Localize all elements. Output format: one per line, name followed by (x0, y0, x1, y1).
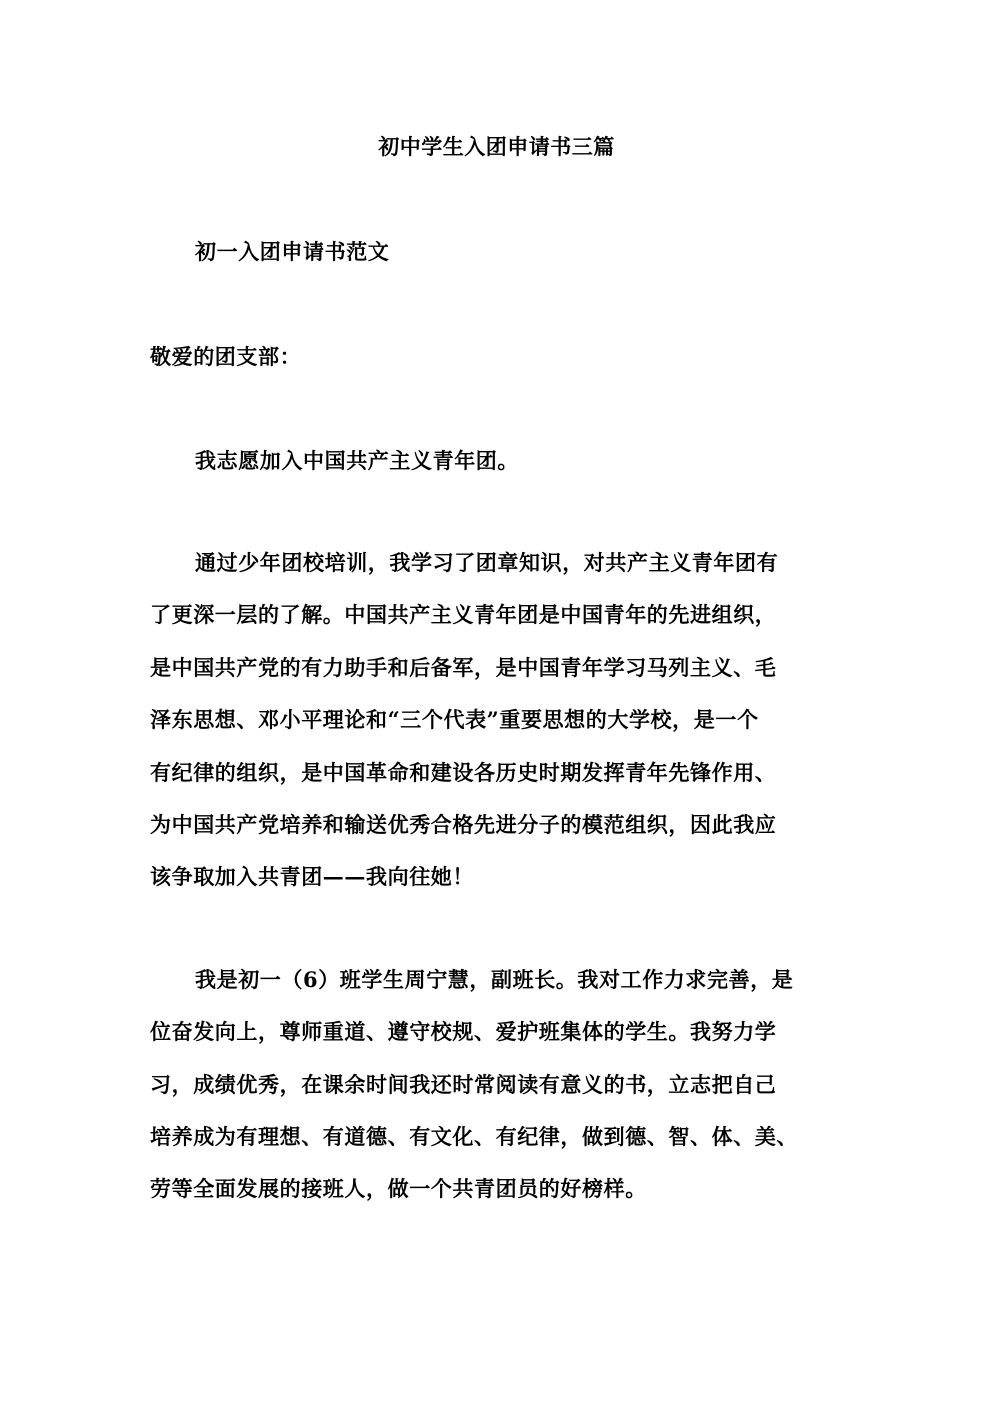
salutation: 敬爱的团支部： (150, 344, 302, 369)
paragraph-3-line: 培养成为有理想、有道德、有文化、有纪律，做到德、智、体、美、 (150, 1124, 798, 1149)
paragraph-2-line: 为中国共产党培养和输送优秀合格先进分子的模范组织，因此我应 (150, 812, 777, 837)
paragraph-3-line: 习，成绩优秀，在课余时间我还时常阅读有意义的书，立志把自己 (150, 1072, 777, 1097)
paragraph-3-line: 我是初一（6）班学生周宁慧，副班长。我对工作力求完善，是 (195, 967, 794, 992)
paragraph-2-line: 泽东思想、邓小平理论和“三个代表”重要思想的大学校，是一个 (150, 707, 759, 732)
paragraph-2-line: 有纪律的组织，是中国革命和建设各历史时期发挥青年先锋作用、 (150, 760, 777, 785)
paragraph-2-line: 是中国共产党的有力助手和后备军，是中国青年学习马列主义、毛 (150, 655, 777, 680)
paragraph-2-line: 通过少年团校培训，我学习了团章知识，对共产主义青年团有 (195, 550, 779, 575)
paragraph-2-line: 了更深一层的了解。中国共产主义青年团是中国青年的先进组织， (150, 602, 777, 627)
section-heading: 初一入团申请书范文 (195, 239, 390, 264)
paragraph-1: 我志愿加入中国共产主义青年团。 (195, 448, 519, 473)
paragraph-3-line: 劳等全面发展的接班人，做一个共青团员的好榜样。 (150, 1176, 647, 1201)
paragraph-2-line: 该争取加入共青团——我向往她！ (150, 864, 474, 889)
document-title: 初中学生入团申请书三篇 (378, 134, 615, 159)
paragraph-3-line: 位奋发向上，尊师重道、遵守校规、爱护班集体的学生。我努力学 (150, 1019, 777, 1044)
